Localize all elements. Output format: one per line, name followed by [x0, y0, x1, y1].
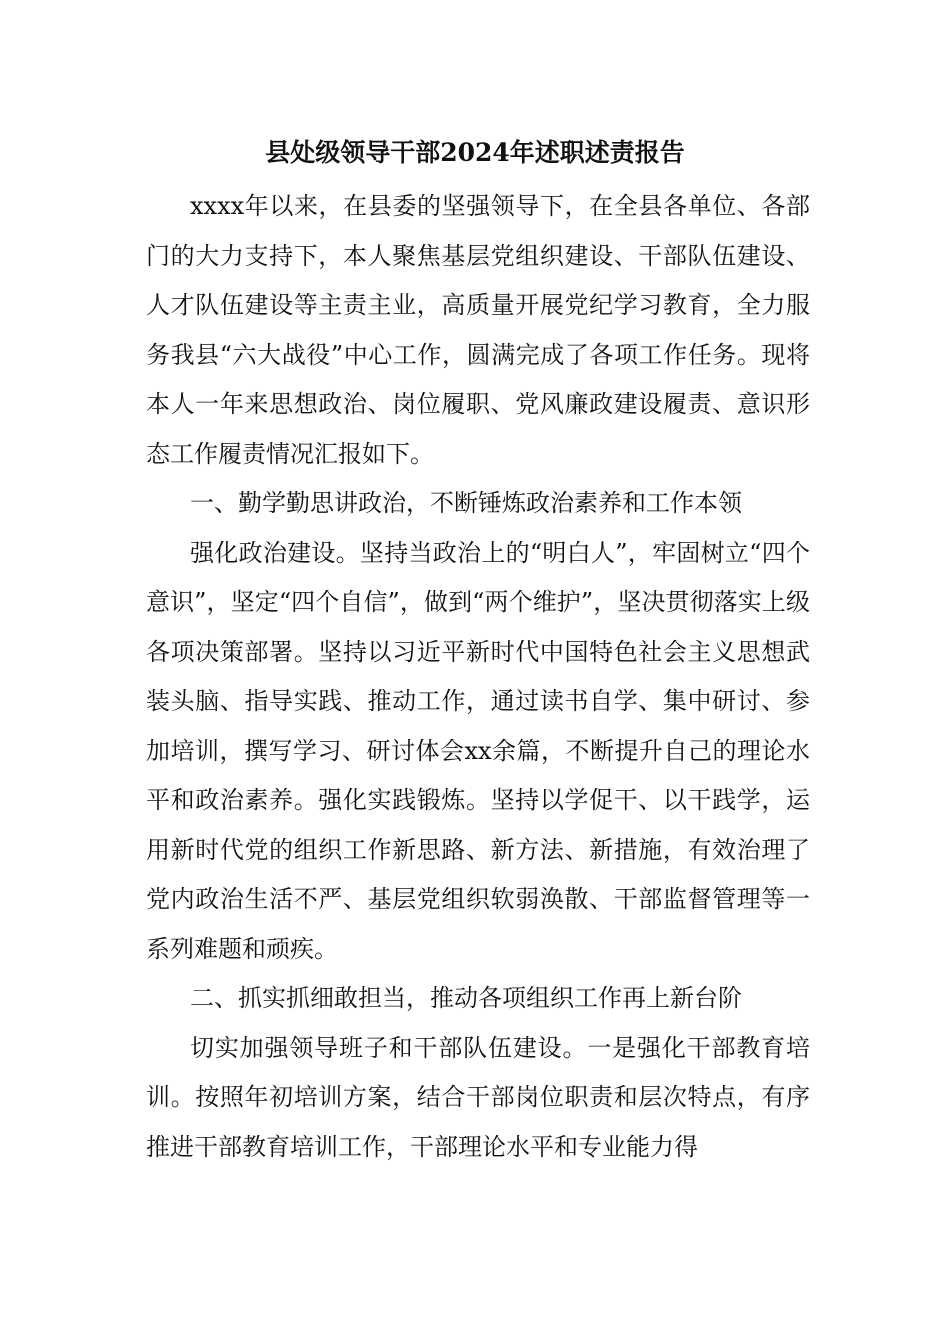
- section-heading-1: 一、勤学勤思讲政治，不断锤炼政治素养和工作本领: [190, 489, 742, 517]
- document-title: 县处级领导干部2024年述职述责报告: [265, 138, 685, 167]
- paragraph-team-building: 切实加强领导班子和干部队伍建设。一是强化干部教育培训。按照年初培训方案，结合干部岗位职责和层次特点，有序推进干部教育培训工作，干部理论水平和专业能力得: [146, 1033, 810, 1161]
- paragraph-political-building: 强化政治建设。坚持当政治上的“明白人”，牢固树立“四个意识”，坚定“四个自信”，做到“两个维护”，坚决贯彻落实上级各项决策部署。坚持以习近平新时代中国特色社会主义思想武装头脑、指导实践、推动工作，通过读书自学、集中研讨、参加培训，撰写学习、研讨体会xx余篇，不断提升自己的理论水平和政治素养。强化实践锻炼。坚持以学促干、以干践学，运用新时代党的组织工作新思路、新方法、新措施，有效治理了党内政治生活不严、基层党组织软弱涣散、干部监督管理等一系列难题和顽疾。: [146, 538, 810, 963]
- section-heading-2: 二、抓实抓细敢担当，推动各项组织工作再上新台阶: [190, 984, 742, 1012]
- paragraph-intro: xxxx年以来，在县委的坚强领导下，在全县各单位、各部门的大力支持下，本人聚焦基层党组织建设、干部队伍建设、人才队伍建设等主责主业，高质量开展党纪学习教育，全力服务我县“六大战役”中心工作，圆满完成了各项工作任务。现将本人一年来思想政治、岗位履职、党风廉政建设履责、意识形态工作履责情况汇报如下。: [146, 192, 810, 468]
- document-body: [146, 182, 810, 1172]
